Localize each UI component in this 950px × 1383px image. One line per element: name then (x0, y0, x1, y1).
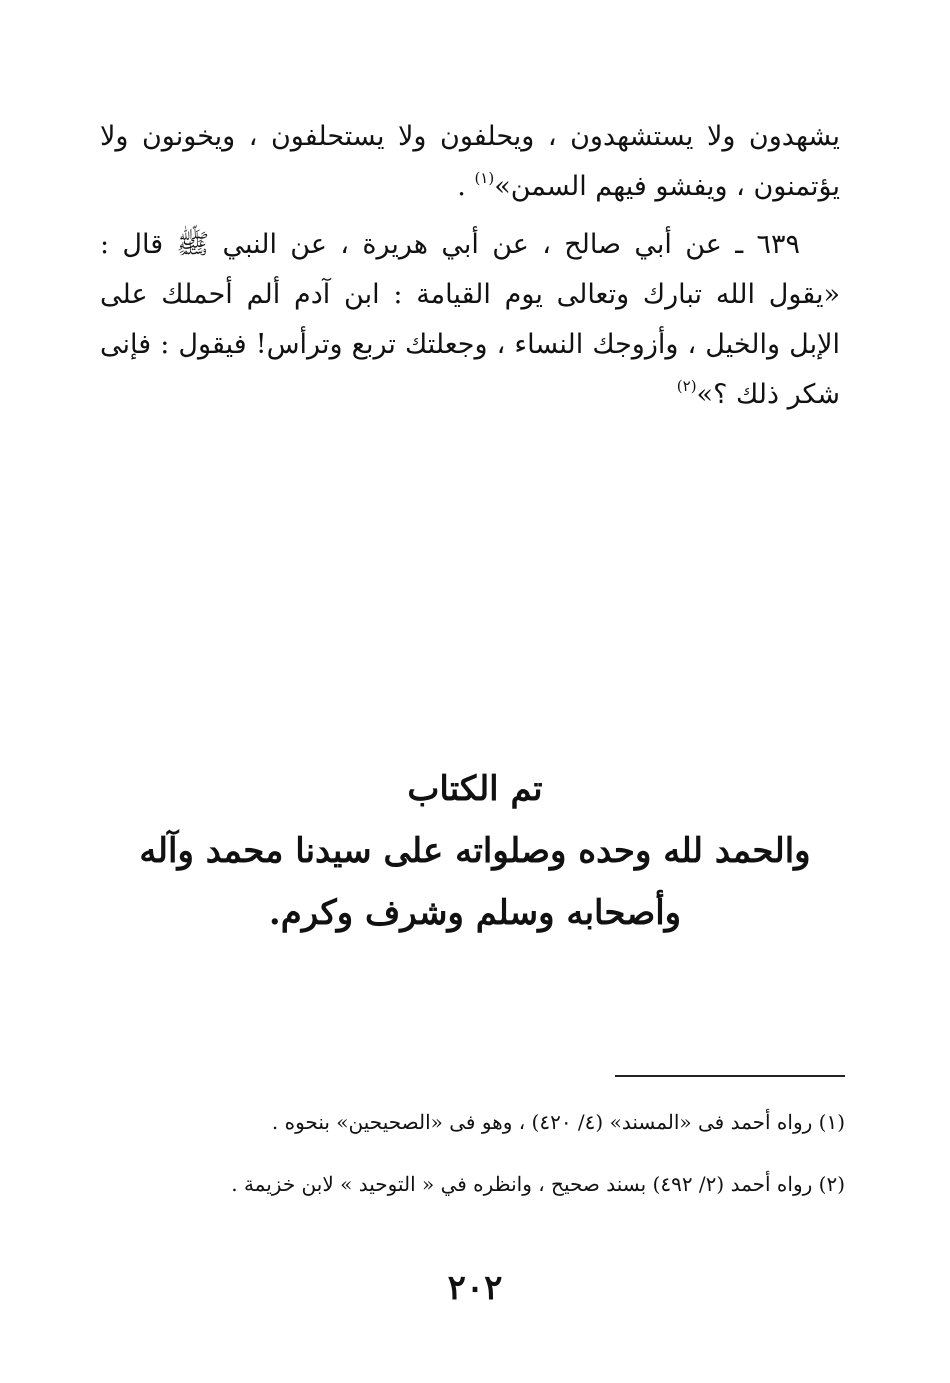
page-number: ٢٠٢ (447, 1268, 503, 1308)
colophon-line: تم الكتاب (407, 769, 543, 809)
footnote-reference: (٢) (676, 377, 697, 395)
footnote: (٢) رواه أحمد (٢/ ٤٩٢) بسند صحيح ، وانظره في « التوحيد » لابن خزيمة . (231, 1172, 845, 1196)
paragraph-continuation (100, 112, 840, 212)
colophon-line: والحمد لله وحده وصلواته على سيدنا محمد وآله (139, 831, 811, 871)
footnotes (100, 1108, 845, 1232)
colophon (100, 758, 850, 944)
paragraph-tail: . (457, 171, 475, 202)
paragraph-text: ٦٣٩ ـ عن أبي صالح ، عن أبي هريرة ، عن النبي ﷺ قال : «يقول الله تبارك وتعالى يوم القيامة : ابن آدم ألم أحملك على الإبل والخيل ، وأزوجك النساء ، وجعلتك تربع وترأس! فيقول : فإنى شكر ذلك ؟» (100, 229, 840, 410)
footnote: (١) رواه أحمد فى «المسند» (٤/ ٤٢٠) ، وهو فى «الصحيحين» بنحوه . (271, 1110, 845, 1134)
paragraph-text: يشهدون ولا يستشهدون ، ويحلفون ولا يستحلفون ، ويخونون ولا يؤتمنون ، ويفشو فيهم السمن» (100, 121, 840, 202)
colophon-line: وأصحابه وسلم وشرف وكرم. (268, 893, 682, 933)
hadith-paragraph (100, 220, 840, 420)
footnote-reference: (١) (474, 169, 495, 187)
footnote-divider (615, 1075, 845, 1077)
main-text (100, 112, 840, 420)
